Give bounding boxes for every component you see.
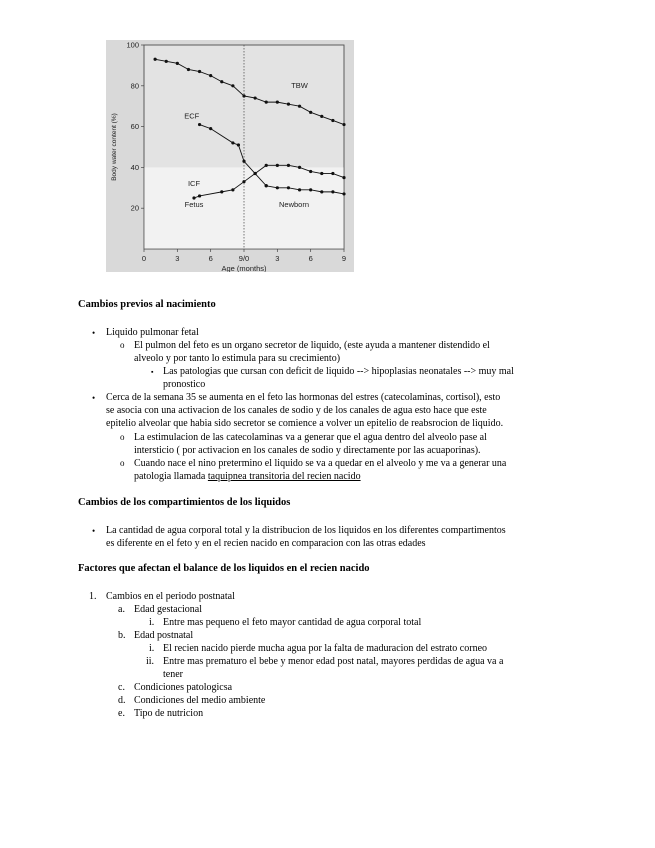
data-point-icf-newborn <box>276 186 279 189</box>
list-item-text: El recien nacido pierde mucha agua por la falta de maduracion del estrato corneo <box>163 643 488 654</box>
bullet-square-icon: ▪ <box>151 368 154 376</box>
y-tick-label: 40 <box>130 162 139 172</box>
list-item-text: Entre mas pequeno el feto mayor cantidad de agua corporal total <box>163 617 422 628</box>
x-tick-label: 3 <box>175 254 180 263</box>
list-letter: e. <box>118 708 125 719</box>
list-roman: i. <box>149 617 155 628</box>
data-point-tbw <box>198 70 201 73</box>
chart-svg <box>106 40 354 272</box>
data-point-icf <box>254 172 257 175</box>
data-point-tbw <box>176 62 179 65</box>
section-heading-compartments: Cambios de los compartimientos de los liquidos <box>78 497 291 508</box>
list-letter: a. <box>118 604 125 615</box>
x-axis-label: Age (months) <box>221 264 267 272</box>
sub-bullet-text: La estimulacion de las catecolaminas va a generar que el agua dentro del alveolo pase al <box>134 432 487 443</box>
data-point-tbw <box>231 84 234 87</box>
data-point-tbw <box>298 105 301 108</box>
bullet-text: Liquido pulmonar fetal <box>106 327 199 338</box>
data-point-icf <box>220 190 223 193</box>
data-point-tbw <box>320 115 323 118</box>
data-point-tbw <box>187 68 190 71</box>
bullet-text: epitelio alveolar que habia sido secretor se comience a volver un epitelio de reabsrocion de liquido. <box>106 418 504 429</box>
x-tick-label: 0 <box>141 254 147 263</box>
data-point-icf-newborn <box>342 192 345 195</box>
data-point-tbw <box>331 119 334 122</box>
list-item-text: Edad postnatal <box>134 630 194 641</box>
bullet-text: se asocia con una activacion de los canales de sodio y de los canales de agua esto hace que este <box>106 405 487 416</box>
section-heading-prenatal: Cambios previos al nacimiento <box>78 299 216 310</box>
data-point-tbw <box>254 96 257 99</box>
region-label-fetus: Fetus <box>184 200 204 210</box>
bullet-text: La cantidad de agua corporal total y la distribucion de los liquidos en los diferentes compartimentos <box>106 525 506 536</box>
data-point-tbw <box>309 111 312 114</box>
data-point-icf <box>331 172 334 175</box>
x-tick-label: 3 <box>275 254 280 263</box>
sub-bullet-text <box>134 470 361 483</box>
bullet-circle-icon: o <box>120 432 125 442</box>
data-point-ecf <box>198 123 201 126</box>
data-point-icf <box>265 164 268 167</box>
sub-bullet-text: El pulmon del feto es un organo secretor de liquido, (este ayuda a mantener distendido el <box>134 340 490 351</box>
data-point-icf-newborn <box>298 188 301 191</box>
y-axis-label: Body water content (%) <box>111 113 118 181</box>
y-tick-label: 100 <box>126 40 139 50</box>
list-number: 1. <box>89 591 97 602</box>
data-point-icf <box>320 172 323 175</box>
data-point-icf-newborn <box>320 190 323 193</box>
y-tick-label: 80 <box>130 81 139 91</box>
data-point-icf <box>231 188 234 191</box>
x-tick-label: 9 <box>341 254 347 263</box>
list-item-text: Condiciones del medio ambiente <box>134 695 266 706</box>
data-point-icf <box>192 196 195 199</box>
sub-bullet-text: Cuando nace el nino pretermino el liquido se va a quedar en el alveolo y me va a generar una <box>134 458 507 469</box>
bullet-disc-icon: • <box>92 393 96 403</box>
data-point-icf <box>342 176 345 179</box>
bullet-text: Cerca de la semana 35 se aumenta en el feto las hormonas del estres (catecolaminas, cortisol), esto <box>106 392 501 403</box>
list-letter: b. <box>118 630 126 641</box>
data-point-icf <box>276 164 279 167</box>
x-tick-label: 9/0 <box>238 254 250 263</box>
data-point-ecf <box>237 143 240 146</box>
data-point-tbw <box>154 58 157 61</box>
list-letter: d. <box>118 695 126 706</box>
data-point-icf <box>287 164 290 167</box>
body-water-chart <box>106 40 354 272</box>
list-item-text: Edad gestacional <box>134 604 203 615</box>
data-point-icf-newborn <box>331 190 334 193</box>
list-item-text: Cambios en el periodo postnatal <box>106 591 235 602</box>
data-point-icf <box>242 180 245 183</box>
series-label-icf: ICF <box>187 178 201 188</box>
list-item-text: Tipo de nutricion <box>134 708 204 719</box>
series-label-ecf: ECF <box>184 111 200 121</box>
data-point-icf <box>298 166 301 169</box>
data-point-icf-newborn <box>265 184 268 187</box>
underlined-term: taquipnea transitoria del recien nacido <box>207 471 361 482</box>
sub-sub-bullet-text: Las patologias que cursan con deficit de liquido --> hipoplasias neonatales --> muy mal <box>163 366 514 377</box>
y-tick-label: 20 <box>130 203 139 213</box>
series-label-tbw: TBW <box>291 80 308 90</box>
x-tick-label: 6 <box>308 254 313 263</box>
data-point-icf-newborn <box>287 186 290 189</box>
list-item-text: Condiciones patologicsa <box>134 682 233 693</box>
data-point-tbw <box>209 74 212 77</box>
list-roman: i. <box>149 643 155 654</box>
bullet-text: es diferente en el feto y en el recien nacido en comparacion con las otras edades <box>106 538 426 549</box>
sub-sub-bullet-text: pronostico <box>163 379 206 390</box>
list-roman: ii. <box>146 656 155 667</box>
data-point-tbw <box>165 60 168 63</box>
data-point-tbw <box>220 80 223 83</box>
text-run: patologia llamada <box>134 471 208 482</box>
region-label-newborn: Newborn <box>278 200 310 210</box>
data-point-icf <box>198 194 201 197</box>
data-point-tbw <box>287 103 290 106</box>
y-tick-label: 60 <box>130 122 139 132</box>
data-point-ecf <box>242 160 245 163</box>
list-letter: c. <box>118 682 125 693</box>
bullet-circle-icon: o <box>120 458 125 468</box>
bullet-circle-icon: o <box>120 340 125 350</box>
data-point-ecf <box>231 141 234 144</box>
section-heading-factors: Factores que afectan el balance de los liquidos en el recien nacido <box>78 563 370 574</box>
list-item-text: tener <box>163 669 183 680</box>
x-tick-label: 6 <box>208 254 213 263</box>
data-point-tbw <box>265 101 268 104</box>
sub-bullet-text: intersticio ( por activacion en los canales de sodio y directamente por las acuaporinas). <box>134 445 481 456</box>
bullet-disc-icon: • <box>92 328 96 338</box>
data-point-icf <box>309 170 312 173</box>
sub-bullet-text: alveolo y por tanto lo estimula para su crecimiento) <box>134 353 341 364</box>
list-item-text: Entre mas prematuro el bebe y menor edad post natal, mayores perdidas de agua va a <box>163 656 504 667</box>
data-point-tbw <box>276 101 279 104</box>
data-point-tbw <box>342 123 345 126</box>
data-point-icf-newborn <box>309 188 312 191</box>
data-point-ecf <box>209 127 212 130</box>
data-point-tbw <box>242 94 245 97</box>
bullet-disc-icon: • <box>92 526 96 536</box>
